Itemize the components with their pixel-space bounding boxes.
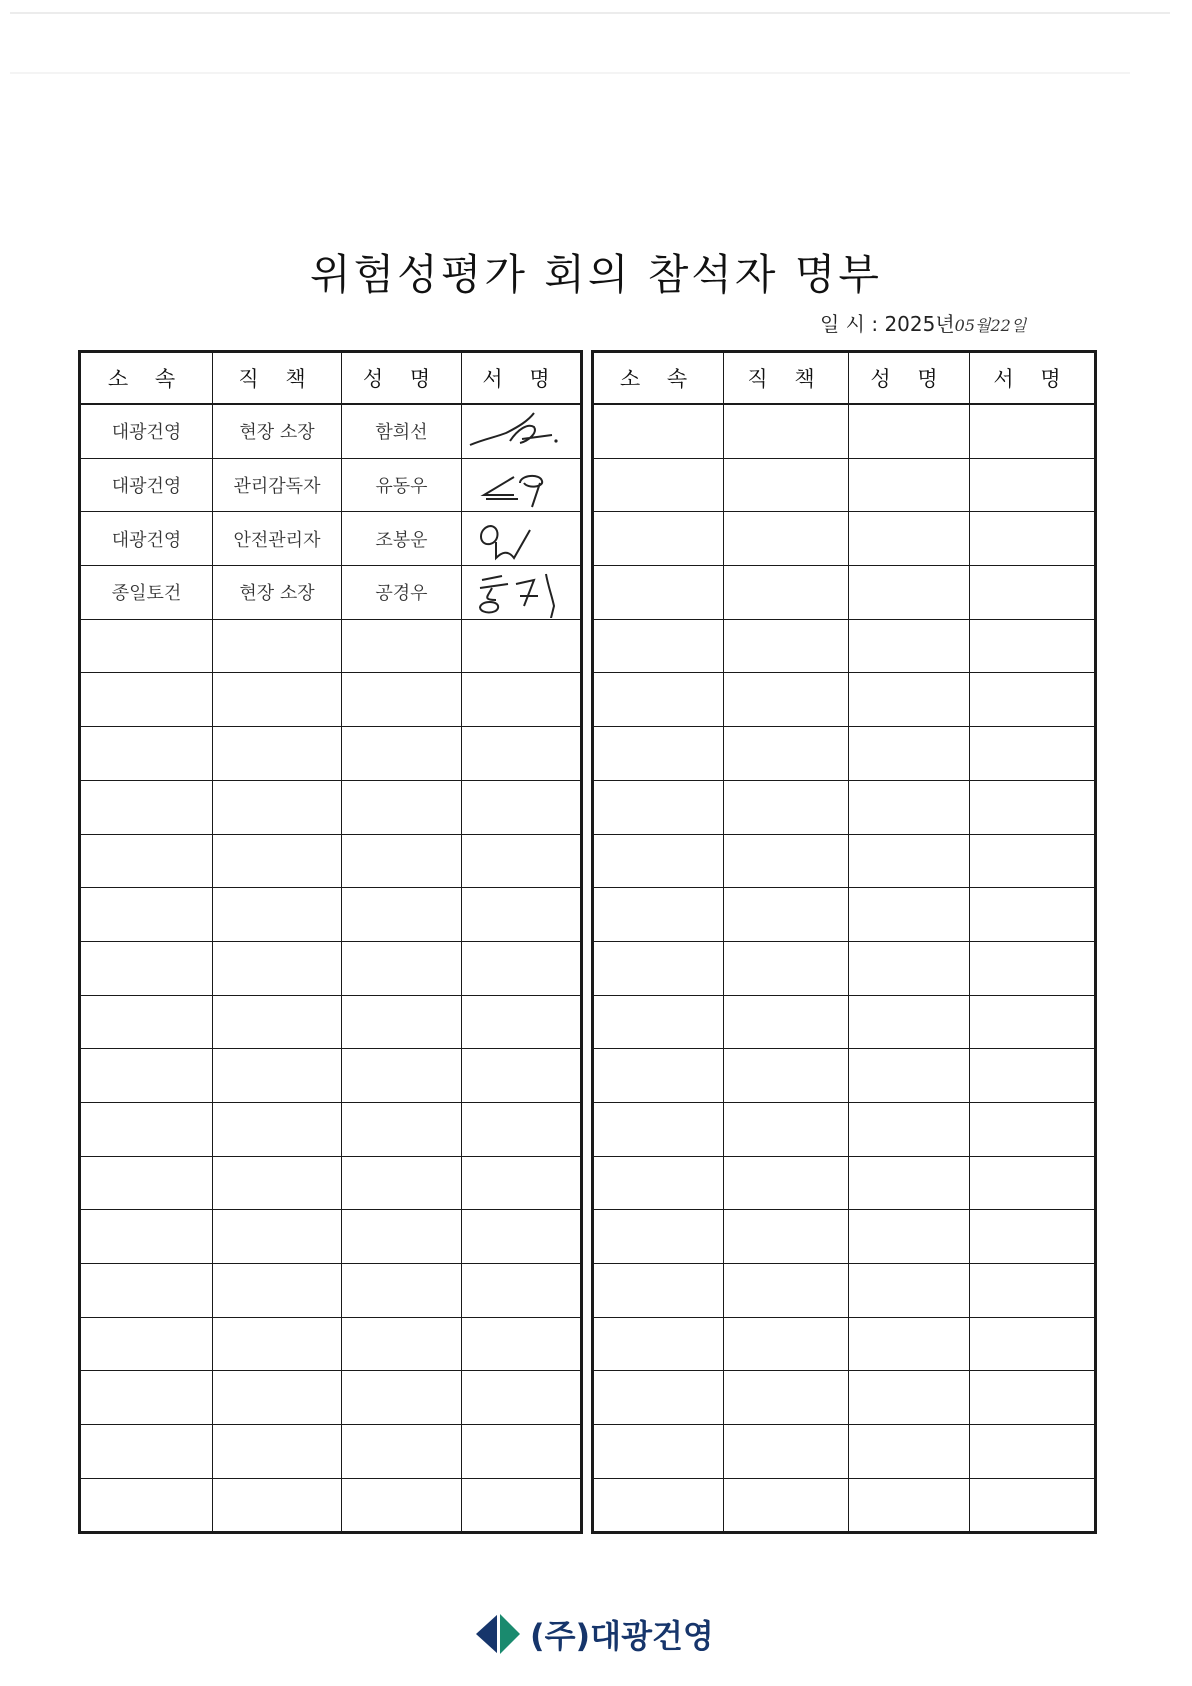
name-cell <box>342 1049 462 1103</box>
table-row <box>593 1102 1096 1156</box>
position-cell <box>724 1102 849 1156</box>
position-cell <box>724 512 849 566</box>
table-row <box>593 888 1096 942</box>
affiliation-cell <box>80 1425 213 1479</box>
position-cell <box>724 780 849 834</box>
signature-cell <box>462 1049 582 1103</box>
col-signature: 서 명 <box>462 352 582 405</box>
position-cell <box>724 727 849 781</box>
table-row <box>80 458 582 512</box>
header-row <box>80 352 582 405</box>
signature-cell <box>462 1478 582 1533</box>
position-cell <box>724 1264 849 1318</box>
signature-cell <box>462 888 582 942</box>
position-cell <box>213 941 342 995</box>
affiliation-cell <box>593 458 724 512</box>
affiliation-cell <box>593 1478 724 1533</box>
signature-cell <box>970 941 1096 995</box>
name-cell <box>849 1102 970 1156</box>
signature-cell <box>462 941 582 995</box>
position-cell <box>724 888 849 942</box>
affiliation-cell <box>80 888 213 942</box>
table-row <box>80 941 582 995</box>
position-cell <box>213 1317 342 1371</box>
affiliation-cell <box>80 1478 213 1533</box>
position-cell <box>213 1156 342 1210</box>
daegwang-logo-icon <box>474 1610 522 1658</box>
position-cell <box>724 1210 849 1264</box>
meeting-date <box>820 308 1120 337</box>
position-cell: 안전관리자 <box>213 512 342 566</box>
name-cell <box>342 1478 462 1533</box>
signature-cell <box>462 1264 582 1318</box>
signature-cell <box>970 566 1096 620</box>
affiliation-cell <box>593 619 724 673</box>
signature-cell <box>970 619 1096 673</box>
signature-3 <box>462 512 582 564</box>
affiliation-cell <box>593 1371 724 1425</box>
position-cell <box>724 1425 849 1479</box>
signature-cell <box>970 512 1096 566</box>
col-position: 직 책 <box>724 352 849 405</box>
signature-cell <box>462 1210 582 1264</box>
col-name: 성 명 <box>849 352 970 405</box>
table-row <box>80 1371 582 1425</box>
position-cell <box>724 834 849 888</box>
table-row <box>80 1478 582 1533</box>
table-row <box>593 673 1096 727</box>
name-cell <box>342 834 462 888</box>
signature-cell <box>462 566 582 620</box>
table-row <box>593 941 1096 995</box>
table-row <box>593 727 1096 781</box>
name-cell: 유동우 <box>342 458 462 512</box>
name-cell <box>849 1317 970 1371</box>
affiliation-cell <box>593 888 724 942</box>
col-name: 성 명 <box>342 352 462 405</box>
signature-cell <box>462 1156 582 1210</box>
table-row <box>593 780 1096 834</box>
name-cell <box>849 673 970 727</box>
name-cell <box>849 1264 970 1318</box>
name-cell <box>849 941 970 995</box>
table-row <box>80 780 582 834</box>
table-row <box>593 1210 1096 1264</box>
signature-cell <box>970 727 1096 781</box>
table-row <box>80 995 582 1049</box>
name-cell <box>849 1478 970 1533</box>
table-row <box>593 1371 1096 1425</box>
name-cell: 함희선 <box>342 404 462 458</box>
signature-cell <box>970 1371 1096 1425</box>
name-cell <box>342 727 462 781</box>
affiliation-cell <box>593 1317 724 1371</box>
col-affiliation: 소 속 <box>593 352 724 405</box>
signature-1 <box>462 405 582 457</box>
position-cell <box>213 727 342 781</box>
affiliation-cell <box>80 1264 213 1318</box>
affiliation-cell <box>593 727 724 781</box>
signature-cell <box>970 458 1096 512</box>
company-name: (주)대광건영 <box>530 1617 714 1655</box>
affiliation-cell <box>593 1425 724 1479</box>
affiliation-cell <box>80 834 213 888</box>
affiliation-cell <box>80 673 213 727</box>
position-cell <box>213 888 342 942</box>
name-cell: 공경우 <box>342 566 462 620</box>
name-cell <box>849 995 970 1049</box>
name-cell <box>849 1210 970 1264</box>
affiliation-cell <box>593 673 724 727</box>
col-affiliation: 소 속 <box>80 352 213 405</box>
signature-cell <box>462 458 582 512</box>
position-cell: 현장 소장 <box>213 404 342 458</box>
table-row <box>593 995 1096 1049</box>
name-cell <box>849 834 970 888</box>
name-cell <box>849 566 970 620</box>
signature-cell <box>462 512 582 566</box>
signature-cell <box>462 1371 582 1425</box>
table-row <box>80 673 582 727</box>
name-cell <box>849 1425 970 1479</box>
affiliation-cell <box>80 941 213 995</box>
position-cell <box>213 995 342 1049</box>
table-row <box>80 619 582 673</box>
position-cell <box>213 619 342 673</box>
signature-cell <box>462 1317 582 1371</box>
position-cell <box>213 1478 342 1533</box>
name-cell <box>849 1049 970 1103</box>
col-position: 직 책 <box>213 352 342 405</box>
affiliation-cell <box>593 780 724 834</box>
name-cell <box>342 619 462 673</box>
table-row <box>593 834 1096 888</box>
name-cell <box>342 1156 462 1210</box>
affiliation-cell <box>80 995 213 1049</box>
table-row <box>80 1102 582 1156</box>
signature-cell <box>462 1102 582 1156</box>
signature-cell <box>462 780 582 834</box>
name-cell <box>342 1210 462 1264</box>
table-row <box>593 619 1096 673</box>
affiliation-cell <box>80 1102 213 1156</box>
signature-cell <box>462 404 582 458</box>
col-signature: 서 명 <box>970 352 1096 405</box>
position-cell <box>724 619 849 673</box>
table-row <box>593 1478 1096 1533</box>
date-handwritten: 05월22일 <box>954 316 1027 335</box>
position-cell <box>213 1049 342 1103</box>
affiliation-cell <box>593 1210 724 1264</box>
table-row <box>80 888 582 942</box>
signature-cell <box>970 780 1096 834</box>
position-cell <box>724 1156 849 1210</box>
name-cell <box>342 673 462 727</box>
signature-cell <box>970 1478 1096 1533</box>
name-cell <box>342 1317 462 1371</box>
affiliation-cell <box>80 1371 213 1425</box>
signature-2 <box>462 459 582 511</box>
attendee-table-left <box>78 350 583 1534</box>
position-cell <box>213 1371 342 1425</box>
position-cell <box>724 458 849 512</box>
affiliation-cell <box>593 1156 724 1210</box>
affiliation-cell: 대광건영 <box>80 458 213 512</box>
table-row <box>80 834 582 888</box>
attendee-table-right <box>591 350 1097 1534</box>
table-row <box>80 727 582 781</box>
name-cell <box>342 1371 462 1425</box>
affiliation-cell <box>593 404 724 458</box>
position-cell <box>213 1264 342 1318</box>
name-cell <box>849 1371 970 1425</box>
affiliation-cell <box>593 566 724 620</box>
date-year: 2025년 <box>884 312 955 336</box>
table-row <box>80 1264 582 1318</box>
position-cell <box>724 404 849 458</box>
header-row <box>593 352 1096 405</box>
table-row <box>80 566 582 620</box>
signature-cell <box>970 404 1096 458</box>
table-row <box>80 512 582 566</box>
affiliation-cell <box>80 619 213 673</box>
table-row <box>593 1425 1096 1479</box>
position-cell <box>724 941 849 995</box>
name-cell <box>849 458 970 512</box>
name-cell <box>342 1264 462 1318</box>
signature-cell <box>462 1425 582 1479</box>
affiliation-cell <box>593 834 724 888</box>
name-cell <box>849 727 970 781</box>
signature-cell <box>970 1425 1096 1479</box>
name-cell <box>342 941 462 995</box>
affiliation-cell <box>593 1264 724 1318</box>
affiliation-cell: 대광건영 <box>80 404 213 458</box>
position-cell <box>213 673 342 727</box>
table-row <box>80 1317 582 1371</box>
name-cell <box>342 780 462 834</box>
scan-artifact <box>10 72 1130 74</box>
signature-cell <box>970 1264 1096 1318</box>
signature-cell <box>462 673 582 727</box>
affiliation-cell <box>80 1317 213 1371</box>
signature-cell <box>462 834 582 888</box>
signature-cell <box>970 1156 1096 1210</box>
position-cell: 관리감독자 <box>213 458 342 512</box>
scan-artifact <box>10 12 1170 14</box>
signature-cell <box>462 619 582 673</box>
document-title: 위험성평가 회의 참석자 명부 <box>310 250 882 300</box>
name-cell <box>849 1156 970 1210</box>
affiliation-cell <box>80 727 213 781</box>
position-cell <box>213 1210 342 1264</box>
table-row <box>593 404 1096 458</box>
name-cell <box>342 888 462 942</box>
affiliation-cell <box>80 1156 213 1210</box>
signature-cell <box>970 888 1096 942</box>
table-row <box>593 1049 1096 1103</box>
date-label: 일 시 : <box>820 312 879 336</box>
position-cell <box>724 566 849 620</box>
name-cell <box>849 512 970 566</box>
signature-cell <box>462 727 582 781</box>
affiliation-cell <box>80 1210 213 1264</box>
table-row <box>80 1210 582 1264</box>
table-row <box>80 1156 582 1210</box>
table-row <box>593 458 1096 512</box>
table-row <box>80 1049 582 1103</box>
name-cell <box>849 619 970 673</box>
signature-cell <box>970 1210 1096 1264</box>
affiliation-cell <box>593 995 724 1049</box>
name-cell <box>849 780 970 834</box>
affiliation-cell: 종일토건 <box>80 566 213 620</box>
signature-cell <box>462 995 582 1049</box>
table-row <box>593 1264 1096 1318</box>
position-cell <box>724 1049 849 1103</box>
signature-cell <box>970 1317 1096 1371</box>
affiliation-cell <box>80 1049 213 1103</box>
position-cell <box>724 673 849 727</box>
affiliation-cell <box>593 1102 724 1156</box>
position-cell <box>213 1425 342 1479</box>
name-cell <box>849 888 970 942</box>
name-cell <box>849 404 970 458</box>
company-logo <box>474 1610 714 1658</box>
signature-cell <box>970 1049 1096 1103</box>
affiliation-cell <box>593 1049 724 1103</box>
position-cell <box>213 1102 342 1156</box>
position-cell <box>724 995 849 1049</box>
table-row <box>80 1425 582 1479</box>
affiliation-cell <box>80 780 213 834</box>
name-cell <box>342 1425 462 1479</box>
table-row <box>80 404 582 458</box>
name-cell: 조봉운 <box>342 512 462 566</box>
position-cell <box>724 1478 849 1533</box>
signature-cell <box>970 834 1096 888</box>
position-cell <box>213 834 342 888</box>
affiliation-cell <box>593 512 724 566</box>
position-cell <box>724 1371 849 1425</box>
position-cell <box>213 780 342 834</box>
name-cell <box>342 995 462 1049</box>
table-row <box>593 1156 1096 1210</box>
signature-4 <box>462 566 582 618</box>
table-row <box>593 512 1096 566</box>
signature-cell <box>970 1102 1096 1156</box>
affiliation-cell: 대광건영 <box>80 512 213 566</box>
table-row <box>593 566 1096 620</box>
signature-cell <box>970 995 1096 1049</box>
affiliation-cell <box>593 941 724 995</box>
position-cell: 현장 소장 <box>213 566 342 620</box>
name-cell <box>342 1102 462 1156</box>
signature-cell <box>970 673 1096 727</box>
table-row <box>593 1317 1096 1371</box>
position-cell <box>724 1317 849 1371</box>
